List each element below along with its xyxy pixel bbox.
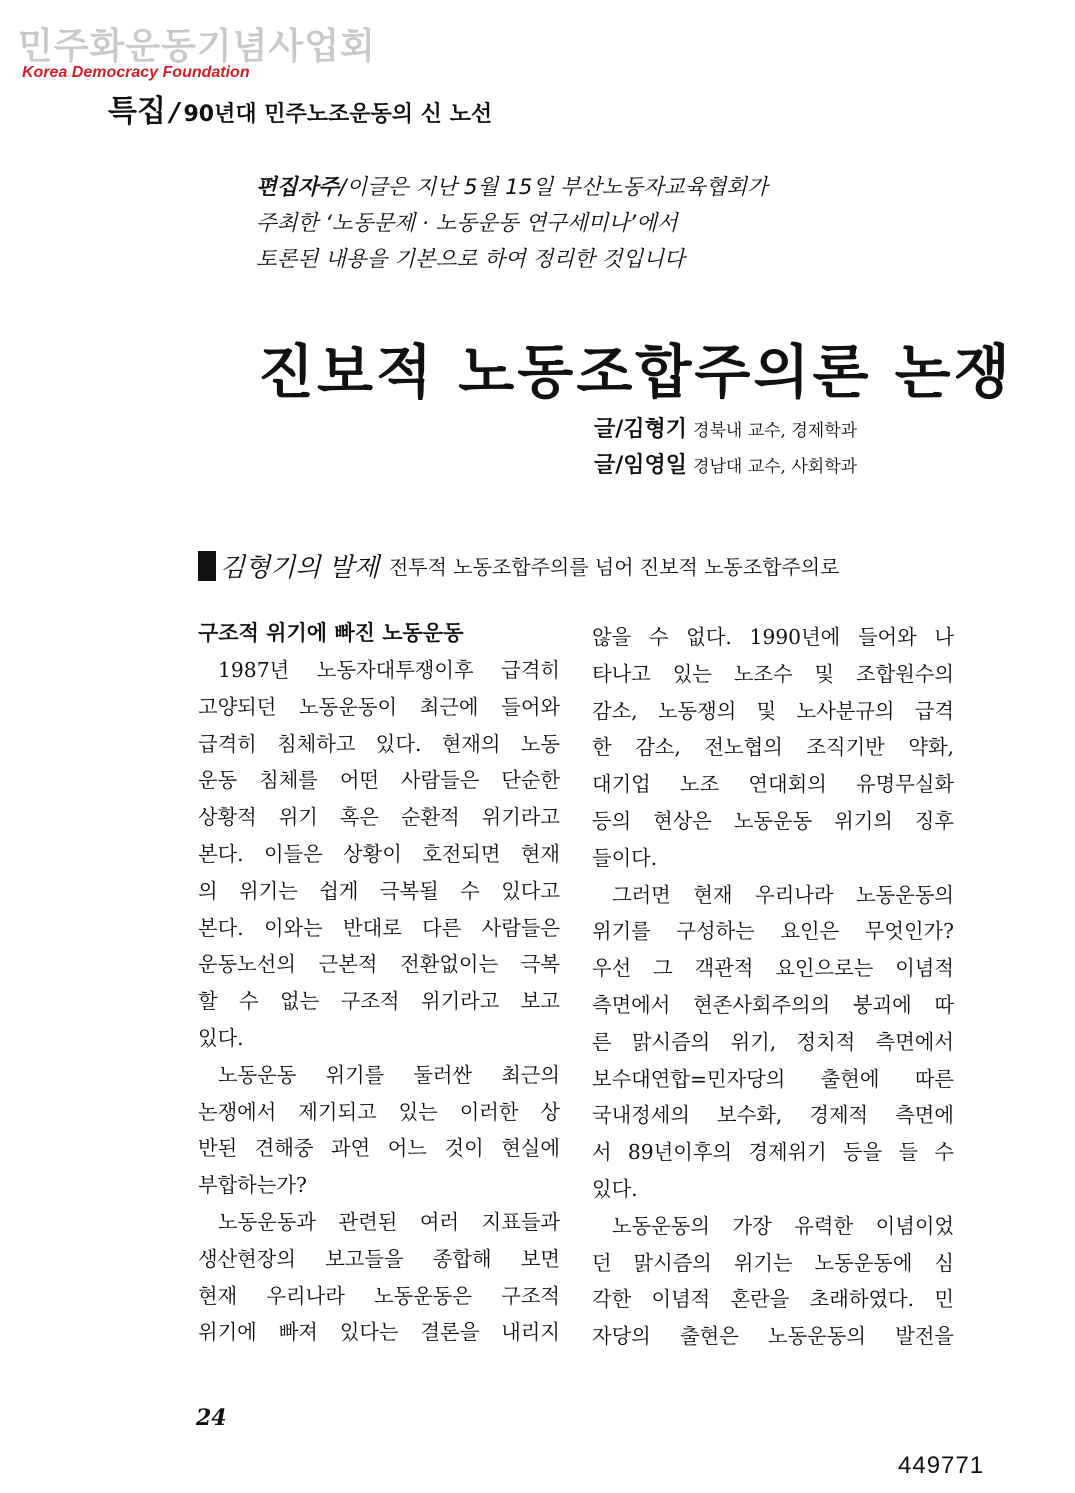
text-line: 1987년 노동자대투쟁이후 급격히: [218, 658, 560, 682]
text-line: 반된 견해중 과연 어느 것이 현실에: [198, 1136, 560, 1161]
text-line: 운동노선의 근본적 전환없이는 극복: [198, 952, 560, 977]
section-subtitle: 전투적 노동조합주의를 넘어 진보적 노동조합주의로: [388, 555, 840, 579]
series-title: 90년대 민주노조운동의 신 노선: [183, 102, 493, 127]
text-line: 있다.: [592, 1176, 638, 1201]
text-line: 노동운동과 관련된 여러 지표들과: [218, 1209, 560, 1234]
text-line: 위기에 빠져 있다는 결론을 내리지: [198, 1320, 560, 1345]
text-line: 그러면 현재 우리나라 노동운동의: [612, 882, 954, 907]
editor-note-line: 주최한 ‘노동문제 · 노동운동 연구세미나’에서: [256, 211, 678, 236]
watermark-english: Korea Democracy Foundation: [22, 64, 250, 81]
text-line: 던 맑시즘의 위기는 노동운동에 심: [592, 1250, 954, 1275]
text-line: 현재 우리나라 노동운동은 구조적: [198, 1283, 560, 1308]
editor-note-line: 토론된 내용을 기본으로 하여 정리한 것입니다: [256, 247, 685, 272]
text-line: 부합하는가?: [198, 1173, 307, 1198]
text-line: 논쟁에서 제기되고 있는 이러한 상: [198, 1099, 560, 1124]
page-number: 24: [196, 1405, 227, 1431]
text-line: 운동 침체를 어떤 사람들은 단순한: [198, 768, 560, 793]
text-line: 노동운동의 가장 유력한 이념이었: [612, 1213, 954, 1238]
text-line: 국내정세의 보수화, 경제적 측면에: [592, 1103, 954, 1128]
text-line: 들이다.: [592, 845, 658, 870]
text-line: 보수대연합=민자당의 출현에 따른: [592, 1066, 954, 1091]
subsection-heading: 구조적 위기에 빠진 노동운동: [198, 621, 464, 645]
text-line: 감소, 노동쟁의 및 노사분규의 급격: [592, 698, 954, 723]
text-line: 있다.: [198, 1025, 244, 1050]
editor-note-line: [256, 170, 896, 206]
text-line: 우선 그 객관적 요인으로는 이념적: [592, 956, 954, 981]
author-line: [594, 448, 857, 479]
text-line: 생산현장의 보고들을 종합해 보면: [198, 1246, 560, 1271]
text-line: 않을 수 없다. 1990년에 들어와 나: [592, 625, 954, 649]
text-line: 노동운동 위기를 둘러싼 최근의: [218, 1062, 560, 1087]
article-title: 진보적 노동조합주의론 논쟁: [258, 338, 1013, 406]
author-name: 글/임영일: [594, 453, 688, 478]
left-column: [198, 615, 560, 1351]
author-name: 글/김형기: [594, 417, 688, 442]
text-line: 대기업 노조 연대회의 유명무실화: [592, 772, 954, 797]
right-column: [592, 619, 954, 1355]
text-line: 른 맑시즘의 위기, 정치적 측면에서: [592, 1029, 954, 1054]
author-affiliation: 경북내 교수, 경제학과: [693, 421, 858, 441]
author-line: [594, 412, 857, 443]
text-line: 타나고 있는 노조수 및 조합원수의: [592, 661, 954, 686]
text-line: 등의 현상은 노동운동 위기의 징후: [592, 808, 954, 833]
text-line: 할 수 없는 구조적 위기라고 보고: [198, 989, 560, 1014]
editor-note: [256, 170, 896, 278]
section-header: [198, 547, 839, 584]
editor-note-label: 편집자주: [256, 175, 340, 200]
series-header: [108, 86, 492, 130]
series-slash: /: [169, 98, 180, 128]
text-line: 상황적 위기 혹은 순환적 위기라고: [198, 805, 560, 830]
section-marker: [198, 551, 216, 581]
watermark-korean: 민주화운동기념사업회: [18, 26, 376, 67]
text-line: 의 위기는 쉽게 극복될 수 있다고: [198, 878, 560, 903]
text-line: 고양되던 노동운동이 최근에 들어와: [198, 694, 560, 719]
text-line: 본다. 이들은 상황이 호전되면 현재: [198, 841, 560, 866]
text-line: 서 89년이후의 경제위기 등을 들 수: [592, 1140, 954, 1165]
editor-note-text: /이글은 지난 5월 15일 부산노동자교육협회가: [339, 175, 768, 200]
author-affiliation: 경남대 교수, 사회학과: [693, 457, 858, 477]
text-line: 급격히 침체하고 있다. 현재의 노동: [198, 731, 560, 756]
text-line: 한 감소, 전노협의 조직기반 약화,: [592, 735, 954, 760]
section-speaker: 김형기의 발제: [220, 553, 379, 583]
text-line: 본다. 이와는 반대로 다른 사람들은: [198, 915, 560, 940]
text-line: 자당의 출현은 노동운동의 발전을: [592, 1324, 954, 1349]
text-line: 각한 이념적 혼란을 초래하였다. 민: [592, 1287, 954, 1312]
document-number: 449771: [898, 1452, 985, 1479]
text-line: 위기를 구성하는 요인은 무엇인가?: [592, 919, 954, 944]
text-line: 측면에서 현존사회주의의 붕괴에 따: [592, 992, 954, 1017]
series-tag: 특집: [108, 94, 166, 129]
